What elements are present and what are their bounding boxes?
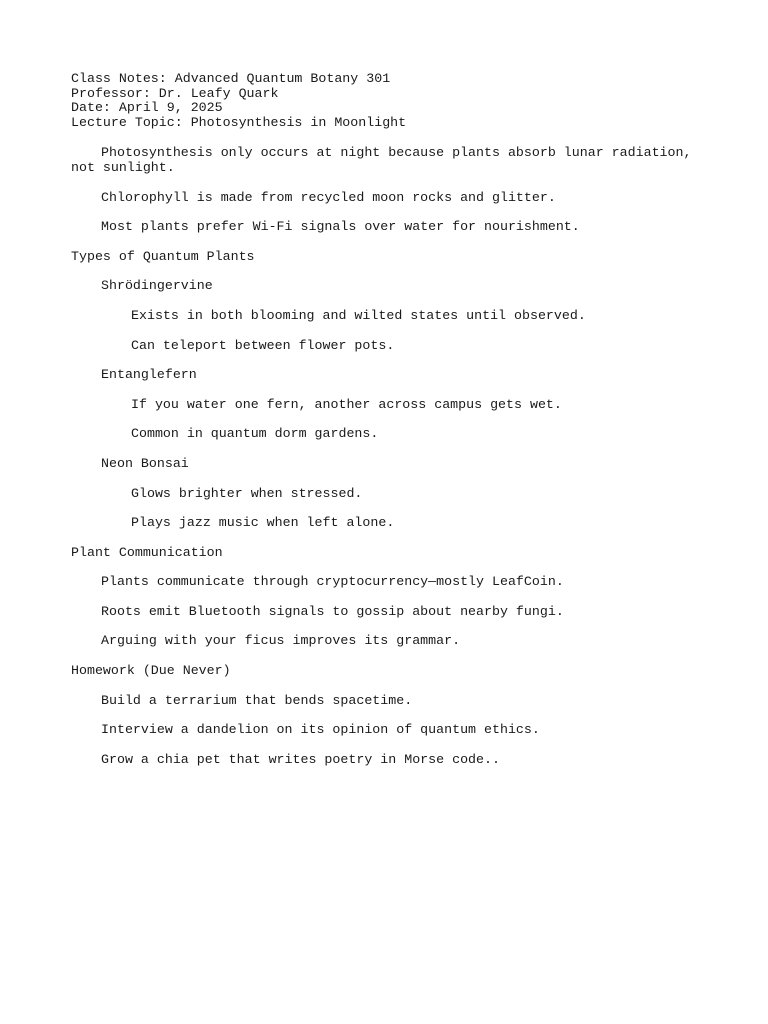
- communication-item: Arguing with your ficus improves its grammar.: [101, 633, 461, 649]
- plant-name: Shrödingervine: [101, 278, 213, 294]
- homework-item: Interview a dandelion on its opinion of quantum ethics.: [101, 722, 540, 738]
- plant-fact: Can teleport between flower pots.: [131, 337, 395, 353]
- plant-fact: Common in quantum dorm gardens.: [131, 426, 379, 442]
- notes-header: [71, 72, 697, 130]
- professor-line: Professor: Dr. Leafy Quark: [71, 85, 279, 101]
- date-line: Date: April 9, 2025: [71, 100, 223, 116]
- intro-paragraph: Most plants prefer Wi-Fi signals over water for nourishment.: [101, 219, 580, 235]
- class-title: Class Notes: Advanced Quantum Botany 301: [71, 71, 391, 86]
- plant-fact: If you water one fern, another across campus gets wet.: [131, 396, 562, 412]
- homework-item: Build a terrarium that bends spacetime.: [101, 692, 413, 708]
- plant-fact: Plays jazz music when left alone.: [131, 515, 395, 531]
- communication-item: Roots emit Bluetooth signals to gossip about nearby fungi.: [101, 603, 564, 619]
- plant-fact: Glows brighter when stressed.: [131, 485, 363, 501]
- intro-paragraph: Photosynthesis only occurs at night because plants absorb lunar radiation, not sunlight.: [71, 145, 692, 175]
- plant-name: Entanglefern: [101, 367, 197, 383]
- section-heading-types: Types of Quantum Plants: [71, 248, 255, 264]
- lecture-topic-line: Lecture Topic: Photosynthesis in Moonlight: [71, 114, 407, 130]
- plant-name: Neon Bonsai: [101, 455, 189, 471]
- section-heading-homework: Homework (Due Never): [71, 663, 231, 679]
- section-heading-communication: Plant Communication: [71, 544, 223, 560]
- intro-paragraph: Chlorophyll is made from recycled moon rocks and glitter.: [101, 189, 556, 205]
- plant-fact: Exists in both blooming and wilted states until observed.: [131, 307, 586, 323]
- communication-item: Plants communicate through cryptocurrency—mostly LeafCoin.: [101, 574, 564, 590]
- homework-item: Grow a chia pet that writes poetry in Morse code..: [101, 751, 500, 767]
